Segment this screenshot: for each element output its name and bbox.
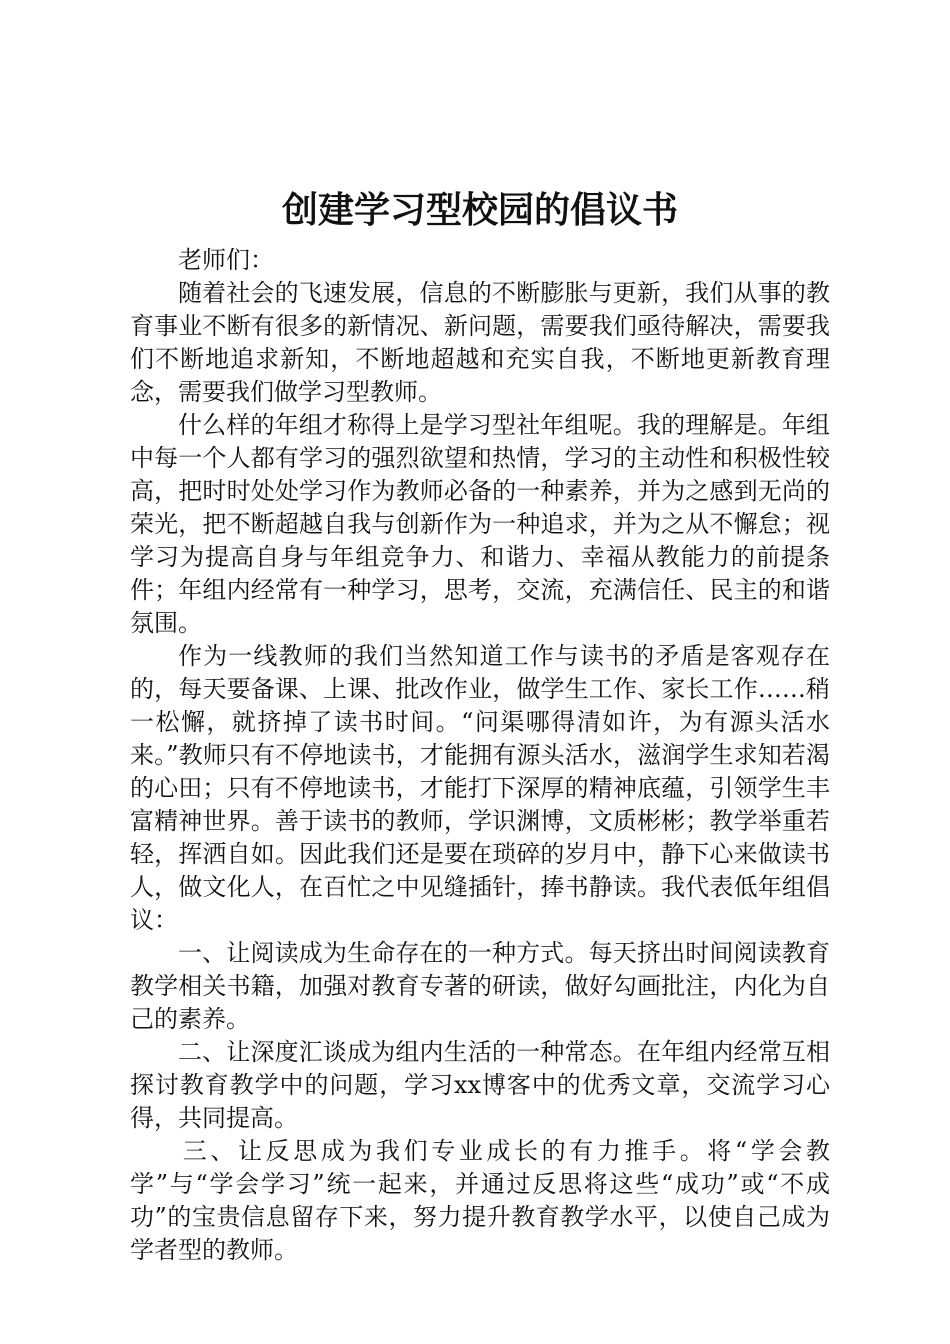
proposal-item-3: 三、让反思成为我们专业成长的有力推手。将“学会教学”与“学会学习”统一起来，并通过反思将这些“成功”或“不成功”的宝贵信息留存下来，努力提升教育教学水平，以使自己成为学者型的教师。: [130, 1137, 830, 1264]
paragraph-definition: 什么样的年组才称得上是学习型社年组呢。我的理解是。年组中每一个人都有学习的强烈欲望和热情，学习的主动性和积极性较高，把时时处处学习作为教师必备的一种素养，并为之感到无尚的荣光，把不断超越自我与创新作为一种追求，并为之从不懈怠；视学习为提高自身与年组竞争力、和谐力、幸福从教能力的前提条件；年组内经常有一种学习，思考，交流，充满信任、民主的和谐氛围。: [130, 411, 830, 637]
proposal-item-1: 一、让阅读成为生命存在的一种方式。每天挤出时间阅读教育教学相关书籍，加强对教育专著的研读，做好勾画批注，内化为自己的素养。: [130, 939, 830, 1033]
proposal-item-2: 二、让深度汇谈成为组内生活的一种常态。在年组内经常互相探讨教育教学中的问题，学习xx博客中的优秀文章，交流学习心得，共同提高。: [130, 1038, 830, 1132]
paragraph-reading-importance: 作为一线教师的我们当然知道工作与读书的矛盾是客观存在的，每天要备课、上课、批改作业，做学生工作、家长工作……稍一松懈，就挤掉了读书时间。“问渠哪得清如许，为有源头活水来。”教师只有不停地读书，才能拥有源头活水，滋润学生求知若渴的心田；只有不停地读书，才能打下深厚的精神底蕴，引领学生丰富精神世界。善于读书的教师，学识渊博，文质彬彬；教学举重若轻，挥洒自如。因此我们还是要在琐碎的岁月中，静下心来做读书人，做文化人，在百忙之中见缝插针，捧书静读。我代表低年组倡议：: [130, 642, 830, 934]
document-title: 创建学习型校园的倡议书: [281, 189, 678, 231]
salutation: 老师们：: [178, 246, 274, 274]
paragraph-intro: 随着社会的飞速发展，信息的不断膨胀与更新，我们从事的教育事业不断有很多的新情况、新问题，需要我们亟待解决，需要我们不断地追求新知，不断地超越和充实自我，不断地更新教育理念，需要我们做学习型教师。: [130, 279, 830, 406]
document-body: [130, 186, 830, 1267]
